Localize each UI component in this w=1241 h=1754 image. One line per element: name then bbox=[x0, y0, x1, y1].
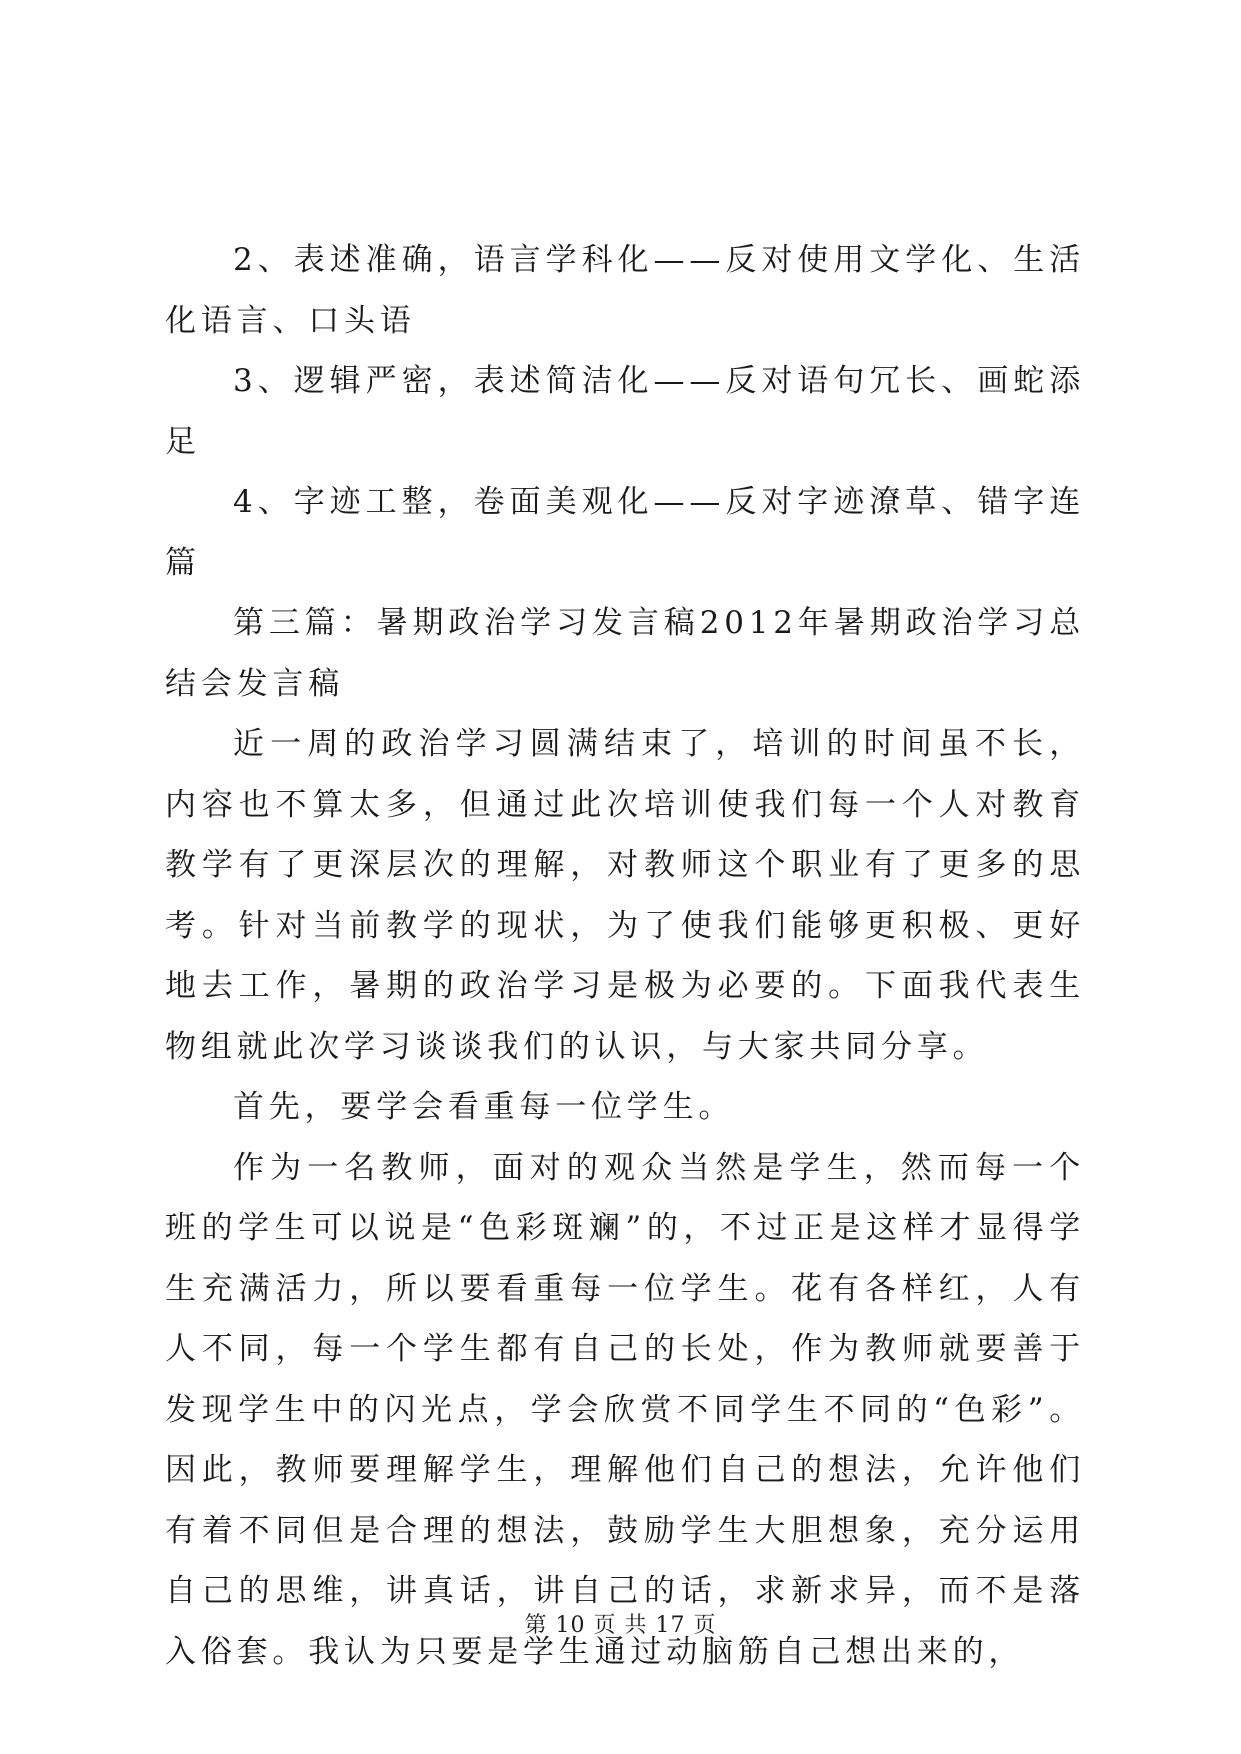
paragraph-first-point: 首先，要学会看重每一位学生。 bbox=[233, 1089, 735, 1125]
paragraph-body: 作为一名教师，面对的观众当然是学生，然而每一个班的学生可以说是“色彩斑斓”的，不过正是这样才显得学生充满活力，所以要看重每一位学生。花有各样红，人有人不同，每一个学生都有自己的长处，作为教师就要善于发现学生中的闪光点，学会欣赏不同学生不同的“色彩”。因此，教师要理解学生，理解他们自己的想法，允许他们有着不同但是合理的想法，鼓励学生大胆想象，充分运用自己的思维，讲真话，讲自己的话，求新求异，而不是落入俗套。我认为只要是学生通过动脑筋自己想出来的， bbox=[165, 1149, 1085, 1670]
section-heading: 第三篇：暑期政治学习发言稿2012年暑期政治学习总结会发言稿 bbox=[165, 605, 1085, 702]
document-body bbox=[165, 230, 1085, 1682]
paragraph-point-2: 2、表述准确，语言学科化——反对使用文学化、生活化语言、口头语 bbox=[165, 242, 1085, 339]
page-footer: 第 10 页 共 17 页 bbox=[524, 1613, 717, 1638]
paragraph-point-3: 3、逻辑严密，表述简洁化——反对语句冗长、画蛇添足 bbox=[165, 363, 1085, 460]
paragraph-intro: 近一周的政治学习圆满结束了，培训的时间虽不长，内容也不算太多，但通过此次培训使我们每一个人对教育教学有了更深层次的理解，对教师这个职业有了更多的思考。针对当前教学的现状，为了使我们能够更积极、更好地去工作，暑期的政治学习是极为必要的。下面我代表生物组就此次学习谈谈我们的认识，与大家共同分享。 bbox=[165, 726, 1085, 1065]
paragraph-point-4: 4、字迹工整，卷面美观化——反对字迹潦草、错字连篇 bbox=[165, 484, 1085, 581]
